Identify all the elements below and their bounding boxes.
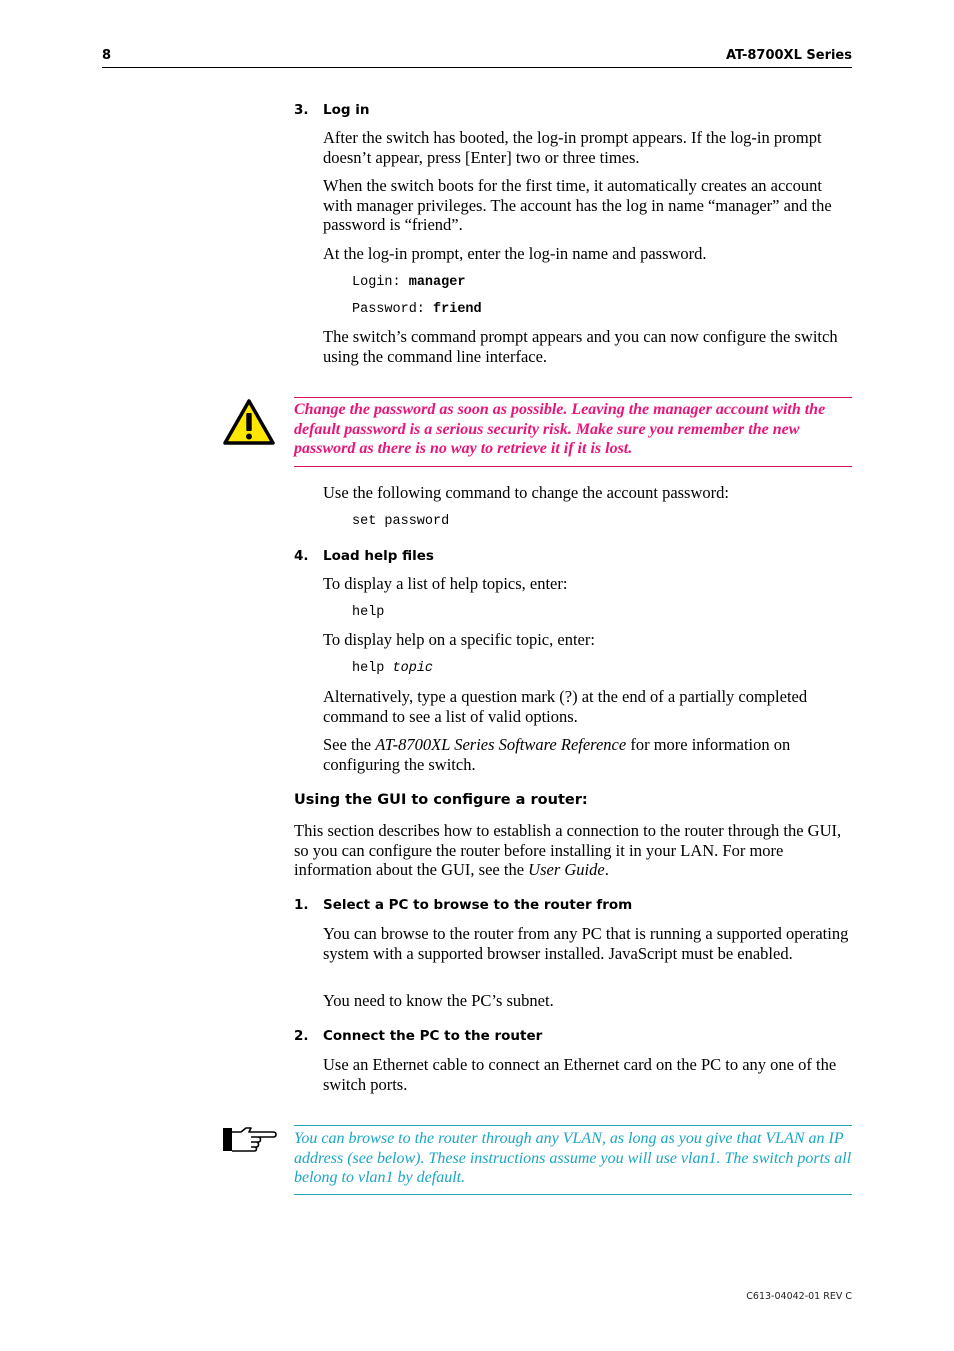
- password-value: friend: [433, 302, 482, 317]
- gui-step-2-paragraph: Use an Ethernet cable to connect an Ethernet card on the PC to any one of the switch ports.: [323, 1055, 837, 1094]
- password-label: Password:: [352, 302, 434, 317]
- help-topic-command: [352, 661, 433, 676]
- gui-section-heading: Using the GUI to configure a router:: [294, 792, 588, 808]
- step-4-paragraph-1: To display a list of help topics, enter:: [323, 574, 568, 593]
- software-reference-title: AT-8700XL Series Software Reference: [375, 735, 627, 754]
- login-value: manager: [408, 275, 466, 290]
- step-number: 3.: [294, 102, 309, 118]
- note-bottom-rule: [294, 1194, 852, 1195]
- step-title: Load help files: [323, 548, 434, 564]
- gui-section-intro: [294, 821, 854, 880]
- help-topic-argument: topic: [392, 661, 434, 676]
- document-code: C613-04042-01 REV C: [746, 1291, 852, 1302]
- reference-prefix: See the: [323, 735, 376, 754]
- gui-step-1-paragraph-2: You need to know the PC’s subnet.: [323, 991, 554, 1010]
- step-title: Select a PC to browse to the router from: [323, 897, 633, 913]
- step-3-heading: [294, 102, 854, 120]
- step-title: Connect the PC to the router: [323, 1028, 543, 1044]
- step-number: 4.: [294, 548, 309, 564]
- step-4-heading: [294, 548, 854, 566]
- header-rule: [102, 67, 852, 68]
- gui-step-1-paragraph-1: You can browse to the router from any PC that is running a supported operating system with a supported browser installed. JavaScript must be enabled.: [323, 924, 849, 963]
- series-title: AT-8700XL Series: [725, 48, 852, 63]
- password-command: [352, 302, 482, 317]
- step-3-paragraph-1: After the switch has booted, the log-in prompt appears. If the log-in prompt doesn’t appear, press [Enter] two or three times.: [323, 128, 822, 167]
- warning-text: Change the password as soon as possible. Leaving the manager account with the default password is a serious security risk. Make sure you remember the new password as there is no way to retrieve it if it is lost.: [294, 401, 826, 457]
- warning-triangle-icon: [222, 398, 276, 446]
- gui-step-2-heading: [294, 1028, 854, 1046]
- step-title: Log in: [323, 102, 370, 118]
- note-text: You can browse to the router through any VLAN, as long as you give that VLAN an IP address (see below). These instructions assume you will use vlan1. The switch ports all belong to vlan1 by default.: [294, 1130, 852, 1186]
- step-3-paragraph-3: At the log-in prompt, enter the log-in name and password.: [323, 244, 707, 263]
- step-4-paragraph-3: Alternatively, type a question mark (?) at the end of a partially completed command to see a list of valid options.: [323, 687, 808, 726]
- reference-suffix: for more information on configuring the switch.: [323, 735, 791, 774]
- intro-end: .: [604, 860, 609, 879]
- warning-bottom-rule: [294, 466, 852, 467]
- warning-top-rule: [294, 397, 852, 398]
- login-command: [352, 275, 465, 290]
- step-3-paragraph-4: The switch’s command prompt appears and you can now configure the switch using the command line interface.: [323, 327, 838, 366]
- set-password-command: set password: [352, 514, 450, 529]
- gui-step-1-heading: [294, 897, 854, 915]
- intro-text: This section describes how to establish a connection to the router through the GUI, so you can configure the router before installing it in your LAN. For more information about the GUI, see the: [294, 821, 842, 879]
- step-3-paragraph-2: When the switch boots for the first time, it automatically creates an account with manager privileges. The account has the log in name “manager” and the password is “friend”.: [323, 176, 832, 234]
- page-number: 8: [102, 48, 112, 63]
- help-command: help: [352, 605, 385, 620]
- step-number: 2.: [294, 1028, 309, 1044]
- note-top-rule: [294, 1125, 852, 1126]
- help-command-base: help: [352, 661, 393, 676]
- step-4-paragraph-2: To display help on a specific topic, enter:: [323, 630, 595, 649]
- password-change-paragraph: Use the following command to change the account password:: [323, 483, 729, 502]
- user-guide-title: User Guide: [528, 860, 605, 879]
- step-4-paragraph-4: [323, 735, 853, 774]
- login-label: Login:: [352, 275, 409, 290]
- step-number: 1.: [294, 897, 309, 913]
- pointing-hand-icon: [221, 1124, 277, 1154]
